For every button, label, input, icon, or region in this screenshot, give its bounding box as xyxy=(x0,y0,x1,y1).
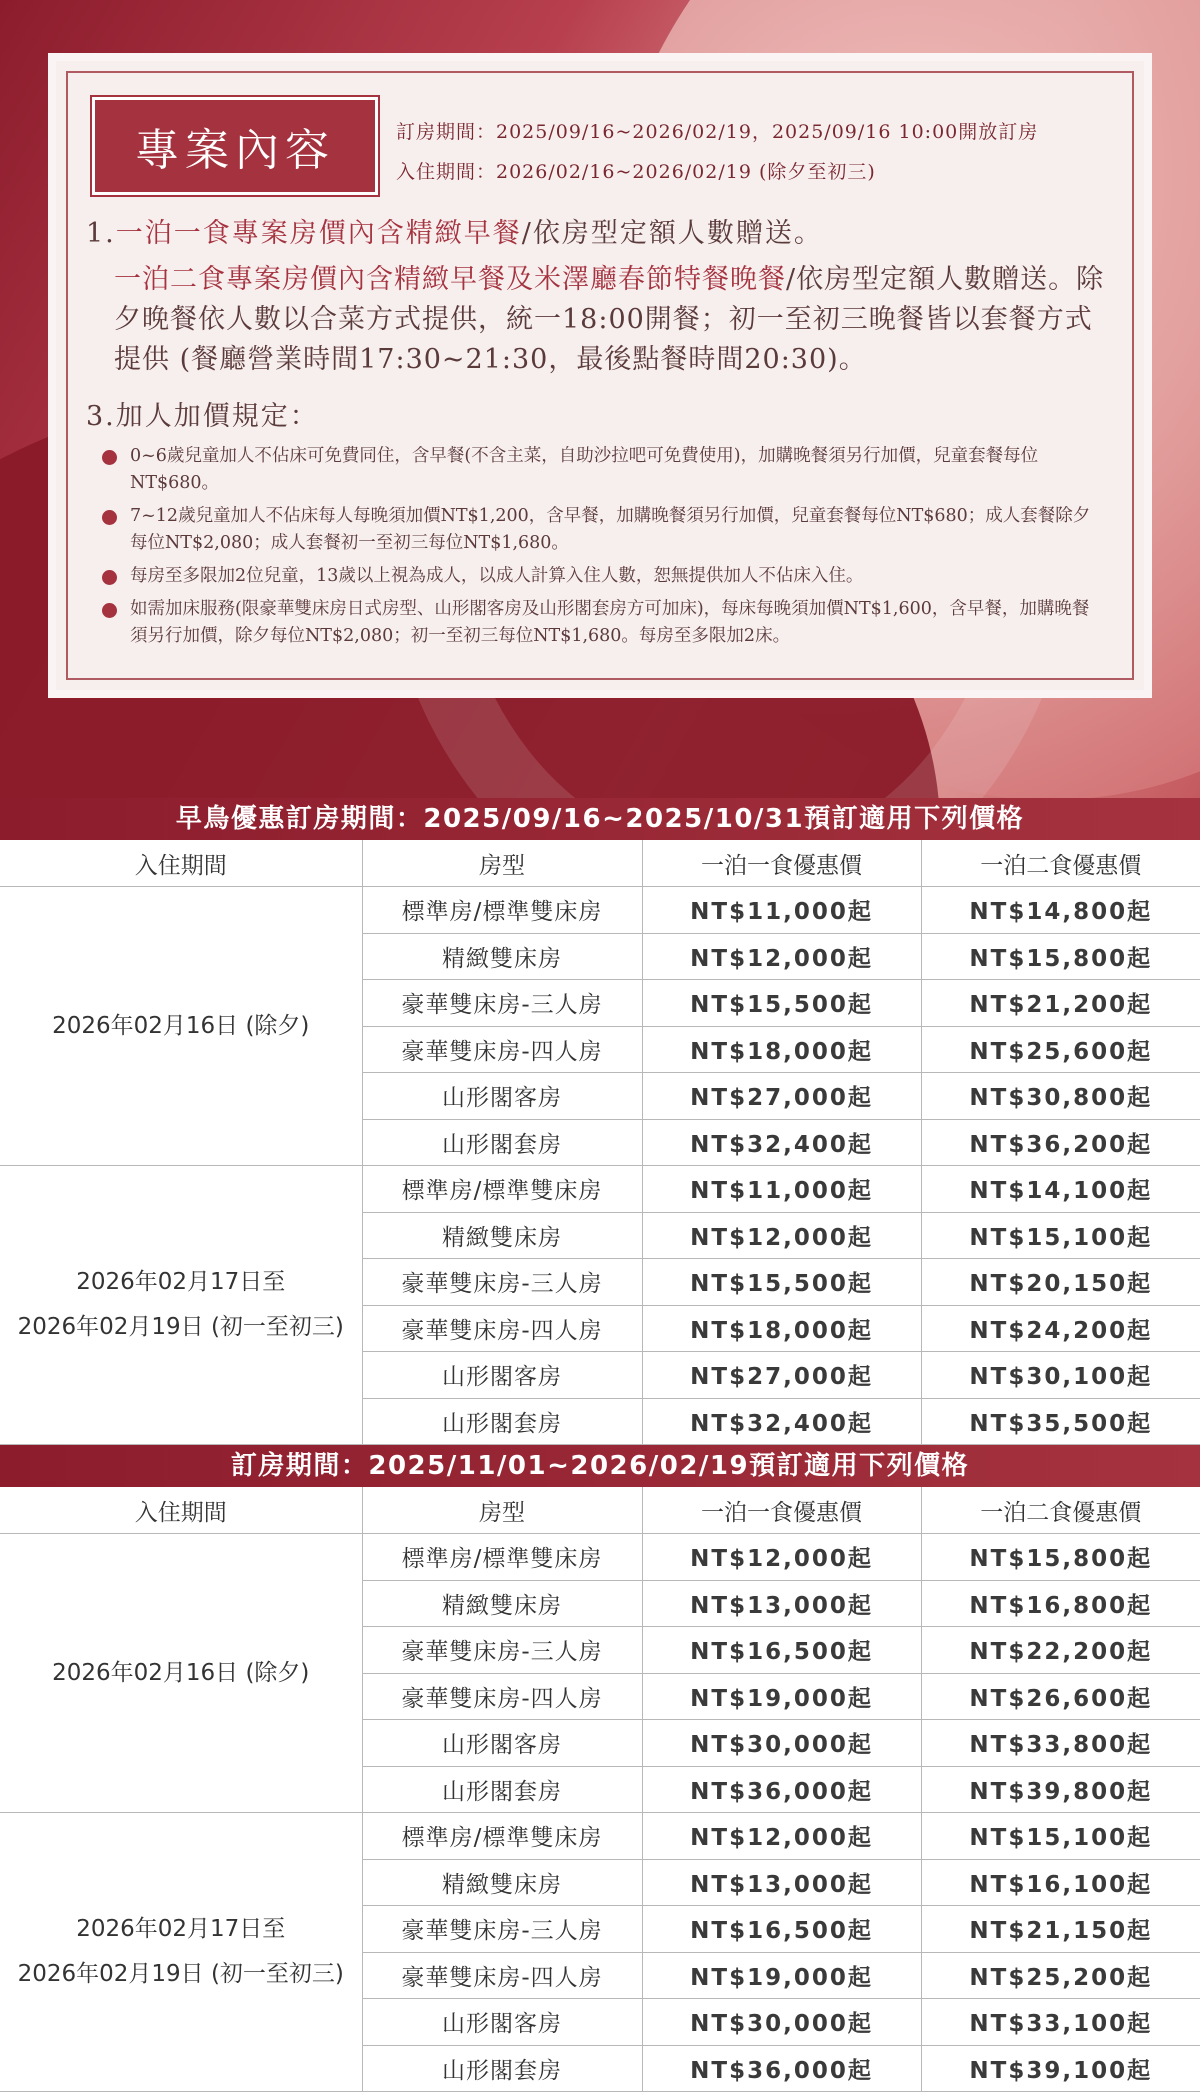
stay-date-cell xyxy=(0,1534,362,1813)
two-meal-price: NT$39,800起 xyxy=(921,1766,1200,1813)
item-1-number: 1. xyxy=(86,218,116,249)
rule-text: 每房至多限加2位兒童，13歲以上視為成人，以成人計算入住人數，恕無提供加人不佔床入住。 xyxy=(130,566,864,586)
extra-guest-rules-title: 3.加人加價規定： xyxy=(86,401,319,432)
early-bird-heading: 早鳥優惠訂房期間：2025/09/16~2025/10/31預訂適用下列價格 xyxy=(0,798,1200,840)
column-header: 一泊一食優惠價 xyxy=(642,1487,921,1534)
item-2-text: /依房型定額人數贈送。除夕晚餐依人數以合菜方式提供，統一18:00開餐；初一至初三晚餐皆以套餐方式提供 (餐廳營業時間17:30~21:30，最後點餐時間20:30)。 xyxy=(114,264,1105,375)
bullet-icon xyxy=(102,603,117,618)
room-type: 豪華雙床房-四人房 xyxy=(362,1305,642,1352)
one-meal-price: NT$11,000起 xyxy=(642,887,921,934)
room-type: 豪華雙床房-三人房 xyxy=(362,1906,642,1953)
one-meal-price: NT$36,000起 xyxy=(642,1766,921,1813)
two-meal-price: NT$30,800起 xyxy=(921,1073,1200,1120)
room-type: 精緻雙床房 xyxy=(362,1859,642,1906)
two-meal-price: NT$33,100起 xyxy=(921,1999,1200,2046)
item-1-text: /依房型定額人數贈送。 xyxy=(521,218,823,249)
room-type: 標準房/標準雙床房 xyxy=(362,1813,642,1860)
two-meal-price: NT$35,500起 xyxy=(921,1398,1200,1445)
one-meal-price: NT$32,400起 xyxy=(642,1119,921,1166)
one-meal-price: NT$30,000起 xyxy=(642,1720,921,1767)
rule-text: 如需加床服務(限豪華雙床房日式房型、山形閣客房及山形閣套房方可加床)，每床每晚須加價NT$1,600，含早餐，加購晚餐須另行加價，除夕每位NT$2,080；初一至初三每位NT$1,680。每房至多限加2床。 xyxy=(130,599,1090,646)
room-type: 山形閣套房 xyxy=(362,1119,642,1166)
column-header: 入住期間 xyxy=(0,840,362,887)
extra-guest-rules-list xyxy=(86,443,1106,650)
column-header: 房型 xyxy=(362,1487,642,1534)
one-meal-price: NT$18,000起 xyxy=(642,1026,921,1073)
two-meal-price: NT$15,800起 xyxy=(921,933,1200,980)
one-meal-price: NT$15,500起 xyxy=(642,1259,921,1306)
room-type: 山形閣套房 xyxy=(362,1398,642,1445)
table-header-row xyxy=(0,1487,1200,1534)
room-type: 山形閣客房 xyxy=(362,1720,642,1767)
two-meal-price: NT$14,100起 xyxy=(921,1166,1200,1213)
bullet-icon xyxy=(102,510,117,525)
stay-date-cell xyxy=(0,887,362,1166)
bullet-icon xyxy=(102,450,117,465)
rule-text: 7~12歲兒童加人不佔床每人每晚須加價NT$1,200，含早餐，加購晚餐須另行加價，兒童套餐每位NT$680；成人套餐除夕每位NT$2,080；成人套餐初一至初三每位NT$1,680。 xyxy=(130,506,1091,553)
rule-text: 0~6歲兒童加人不佔床可免費同住，含早餐(不含主菜，自助沙拉吧可免費使用)，加購晚餐須另行加價，兒童套餐每位NT$680。 xyxy=(130,446,1039,493)
item-2 xyxy=(86,260,1106,380)
rule-item xyxy=(86,503,1106,557)
room-type: 山形閣套房 xyxy=(362,1766,642,1813)
room-type: 精緻雙床房 xyxy=(362,1212,642,1259)
two-meal-price: NT$24,200起 xyxy=(921,1305,1200,1352)
bullet-icon xyxy=(102,570,117,585)
two-meal-price: NT$15,100起 xyxy=(921,1813,1200,1860)
one-meal-price: NT$32,400起 xyxy=(642,1398,921,1445)
one-meal-price: NT$16,500起 xyxy=(642,1627,921,1674)
hero-banner xyxy=(0,0,1200,798)
room-type: 標準房/標準雙床房 xyxy=(362,887,642,934)
stay-date-line-1: 2026年02月17日至 xyxy=(76,1269,286,1295)
room-type: 豪華雙床房-四人房 xyxy=(362,1952,642,1999)
room-type: 精緻雙床房 xyxy=(362,1580,642,1627)
stay-date-cell xyxy=(0,1813,362,2092)
item-2-highlight: 一泊二食專案房價內含精緻早餐及米澤廳春節特餐晚餐 xyxy=(114,264,786,295)
room-type: 山形閣客房 xyxy=(362,1352,642,1399)
room-type: 豪華雙床房-四人房 xyxy=(362,1673,642,1720)
stay-date-line-2: 2026年02月19日 (初一至初三) xyxy=(17,1314,344,1340)
two-meal-price: NT$21,150起 xyxy=(921,1906,1200,1953)
room-type: 標準房/標準雙床房 xyxy=(362,1534,642,1581)
package-title: 專案內容 xyxy=(92,97,378,195)
item-1-highlight: 一泊一食專案房價內含精緻早餐 xyxy=(115,218,522,249)
one-meal-price: NT$30,000起 xyxy=(642,1999,921,2046)
one-meal-price: NT$19,000起 xyxy=(642,1673,921,1720)
column-header: 入住期間 xyxy=(0,1487,362,1534)
one-meal-price: NT$18,000起 xyxy=(642,1305,921,1352)
two-meal-price: NT$15,100起 xyxy=(921,1212,1200,1259)
two-meal-price: NT$26,600起 xyxy=(921,1673,1200,1720)
stay-date-line-2: 2026年02月19日 (初一至初三) xyxy=(17,1961,344,1987)
two-meal-price: NT$25,600起 xyxy=(921,1026,1200,1073)
rule-item xyxy=(86,596,1106,650)
package-content xyxy=(86,211,1106,656)
room-type: 標準房/標準雙床房 xyxy=(362,1166,642,1213)
one-meal-price: NT$11,000起 xyxy=(642,1166,921,1213)
one-meal-price: NT$12,000起 xyxy=(642,933,921,980)
stay-date: 2026年02月16日 (除夕) xyxy=(52,1012,310,1039)
one-meal-price: NT$16,500起 xyxy=(642,1906,921,1953)
room-type: 山形閣套房 xyxy=(362,2045,642,2092)
column-header: 一泊二食優惠價 xyxy=(921,1487,1200,1534)
column-header: 房型 xyxy=(362,840,642,887)
stay-period: 入住期間：2026/02/16~2026/02/19 (除夕至初三) xyxy=(396,161,876,183)
regular-booking-heading: 訂房期間：2025/11/01~2026/02/19預訂適用下列價格 xyxy=(0,1445,1200,1487)
table-row xyxy=(0,1813,1200,1860)
rule-item xyxy=(86,443,1106,497)
two-meal-price: NT$36,200起 xyxy=(921,1119,1200,1166)
room-type: 豪華雙床房-三人房 xyxy=(362,1627,642,1674)
room-type: 精緻雙床房 xyxy=(362,933,642,980)
one-meal-price: NT$15,500起 xyxy=(642,980,921,1027)
two-meal-price: NT$21,200起 xyxy=(921,980,1200,1027)
rule-item xyxy=(86,563,1106,590)
table-header-row xyxy=(0,840,1200,887)
room-type: 豪華雙床房-三人房 xyxy=(362,1259,642,1306)
one-meal-price: NT$13,000起 xyxy=(642,1859,921,1906)
room-type: 豪華雙床房-三人房 xyxy=(362,980,642,1027)
two-meal-price: NT$16,100起 xyxy=(921,1859,1200,1906)
booking-period: 訂房期間：2025/09/16~2026/02/19，2025/09/16 10:00開放訂房 xyxy=(396,121,1039,143)
two-meal-price: NT$15,800起 xyxy=(921,1534,1200,1581)
one-meal-price: NT$13,000起 xyxy=(642,1580,921,1627)
one-meal-price: NT$12,000起 xyxy=(642,1534,921,1581)
one-meal-price: NT$12,000起 xyxy=(642,1813,921,1860)
stay-date: 2026年02月16日 (除夕) xyxy=(52,1659,310,1686)
item-1 xyxy=(86,211,1106,250)
two-meal-price: NT$20,150起 xyxy=(921,1259,1200,1306)
room-type: 山形閣客房 xyxy=(362,1073,642,1120)
table-row xyxy=(0,887,1200,934)
table-row xyxy=(0,1166,1200,1213)
two-meal-price: NT$39,100起 xyxy=(921,2045,1200,2092)
column-header: 一泊一食優惠價 xyxy=(642,840,921,887)
two-meal-price: NT$25,200起 xyxy=(921,1952,1200,1999)
one-meal-price: NT$27,000起 xyxy=(642,1073,921,1120)
one-meal-price: NT$27,000起 xyxy=(642,1352,921,1399)
stay-date-line-1: 2026年02月17日至 xyxy=(76,1916,286,1942)
early-bird-price-table xyxy=(0,840,1200,1445)
two-meal-price: NT$33,800起 xyxy=(921,1720,1200,1767)
table-row xyxy=(0,1534,1200,1581)
room-type: 山形閣客房 xyxy=(362,1999,642,2046)
two-meal-price: NT$22,200起 xyxy=(921,1627,1200,1674)
column-header: 一泊二食優惠價 xyxy=(921,840,1200,887)
two-meal-price: NT$14,800起 xyxy=(921,887,1200,934)
one-meal-price: NT$36,000起 xyxy=(642,2045,921,2092)
one-meal-price: NT$12,000起 xyxy=(642,1212,921,1259)
regular-price-table xyxy=(0,1487,1200,2092)
one-meal-price: NT$19,000起 xyxy=(642,1952,921,1999)
two-meal-price: NT$30,100起 xyxy=(921,1352,1200,1399)
package-details-panel xyxy=(48,53,1152,698)
two-meal-price: NT$16,800起 xyxy=(921,1580,1200,1627)
room-type: 豪華雙床房-四人房 xyxy=(362,1026,642,1073)
stay-date-cell xyxy=(0,1166,362,1445)
